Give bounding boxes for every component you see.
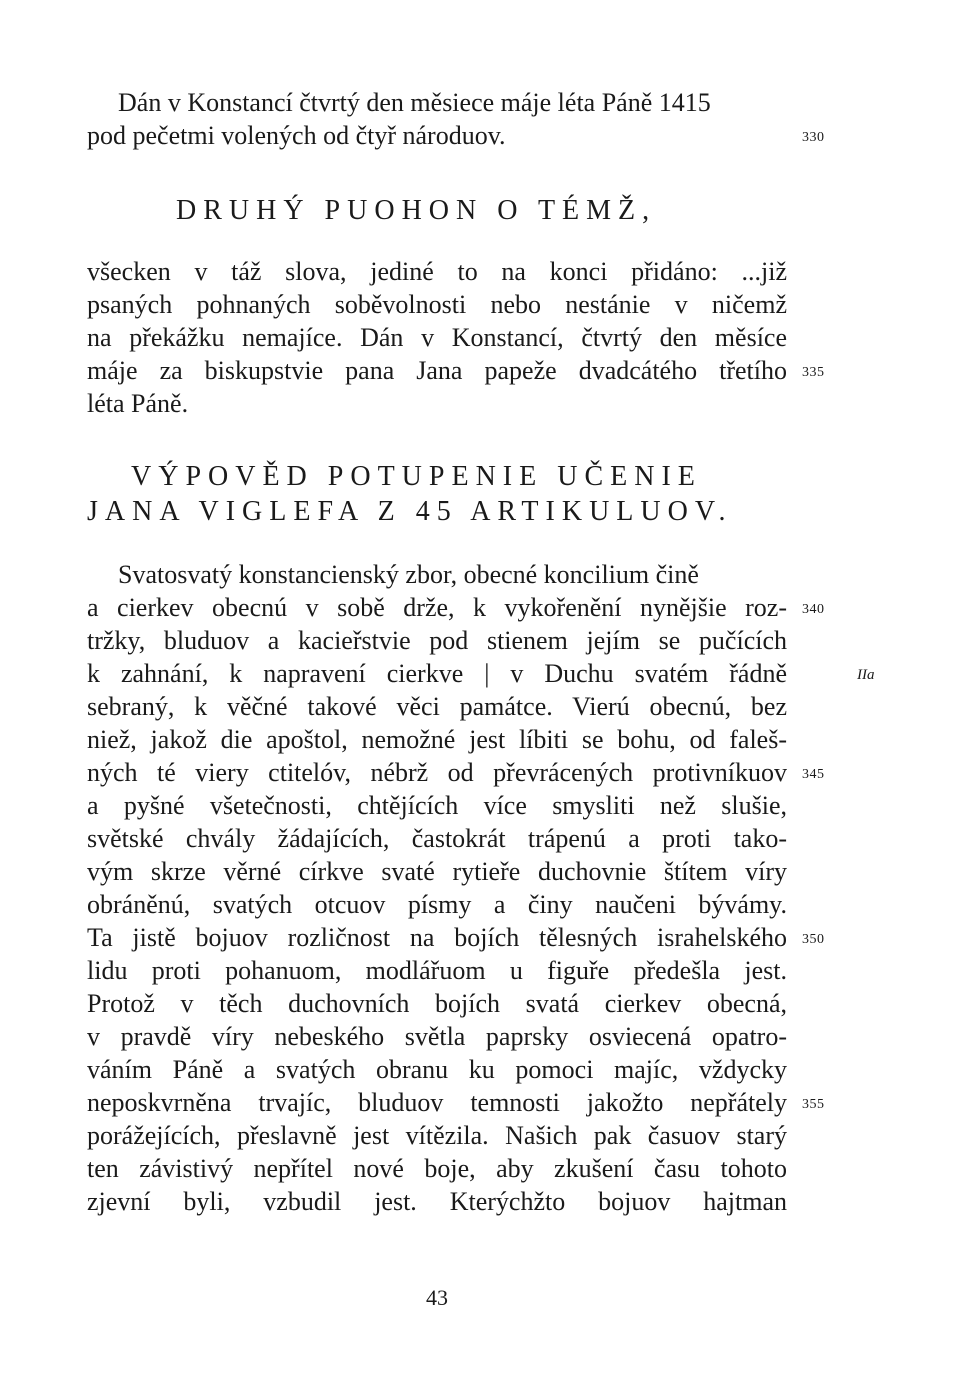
- text-line: ten závistivý nepřítel nové boje, aby zkušení času tohoto: [87, 1154, 787, 1183]
- section-heading: VÝPOVĚD POTUPENIE UČENIE: [131, 461, 702, 492]
- text-line: lidu proti pohanuom, modlářuom u figuře předešla jest.: [87, 956, 787, 985]
- text-line: Protož v těch duchovních bojích svatá cierkev obecná,: [87, 989, 787, 1018]
- text-line: na překážku nemajíce. Dán v Konstancí, čtvrtý den měsíce: [87, 323, 787, 352]
- line-number: 330: [802, 130, 825, 145]
- text-line: ných té viery ctitelóv, nébrž od převrácených protivníkuov: [87, 758, 787, 787]
- text-line: k zahnání, k napravení cierkve | v Duchu svatém řádně: [87, 659, 787, 688]
- text-line: váním Páně a svatých obranu ku pomoci majíc, vždycky: [87, 1055, 787, 1084]
- line-number: 335: [802, 365, 825, 380]
- text-line: zjevní byli, vzbudil jest. Kterýchžto bojuov hajtman: [87, 1187, 787, 1216]
- text-line: sebraný, k věčné takové věci památce. Vierú obecnú, bez: [87, 692, 787, 721]
- text-line: máje za biskupstvie pana Jana papeže dvadcátého třetího: [87, 356, 787, 385]
- text-line: vým skrze věrné církve svaté rytieře duchovnie štítem víry: [87, 857, 787, 886]
- text-line: neposkvrněna trvajíc, bluduov temnosti jakožto nepřátely: [87, 1088, 787, 1117]
- line-number: 350: [802, 932, 825, 947]
- text-line: a pyšné všetečnosti, chtějících více smysliti než slušie,: [87, 791, 787, 820]
- text-line: porážejících, přeslavně jest vítězila. Našich pak časuov starý: [87, 1121, 787, 1150]
- text-line: psaných pohnaných soběvolnosti nebo nestánie v ničemž: [87, 290, 787, 319]
- page-number: 43: [426, 1285, 448, 1310]
- text-line: v pravdě víry nebeského světla paprsky osviecená opatro-: [87, 1022, 787, 1051]
- line-number: 340: [802, 602, 825, 617]
- text-line: tržky, bluduov a kacieřstvie pod stienem jejím se pučících: [87, 626, 787, 655]
- text-line: světské chvály žádajících, častokrát trápenú a proti tako-: [87, 824, 787, 853]
- section-heading: JANA VIGLEFA Z 45 ARTIKULUOV.: [87, 496, 733, 527]
- text-line: Svatosvatý konstancienský zbor, obecné koncilium čině: [118, 560, 699, 589]
- text-line: niež, jakož die apoštol, nemožné jest líbiti se bohu, od faleš-: [87, 725, 787, 754]
- line-number: 345: [802, 767, 825, 782]
- text-line: Ta jistě bojuov rozličnost na bojích tělesných israhelského: [87, 923, 787, 952]
- line-number: 355: [802, 1097, 825, 1112]
- section-heading: DRUHÝ PUOHON O TÉMŽ,: [176, 195, 657, 226]
- text-line: obráněnú, svatých otcuov písmy a činy naučeni bývámy.: [87, 890, 787, 919]
- text-line: Dán v Konstancí čtvrtý den měsiece máje léta Páně 1415: [118, 88, 711, 117]
- text-line: všecken v táž slova, jediné to na konci přidáno: ...již: [87, 257, 787, 286]
- text-line: a cierkev obecnú v sobě drže, k vykořenění nynějšie roz-: [87, 593, 787, 622]
- folio-marker: IIa: [857, 667, 875, 683]
- text-line: léta Páně.: [87, 389, 189, 418]
- text-line: pod pečetmi volených od čtyř národuov.: [87, 121, 506, 150]
